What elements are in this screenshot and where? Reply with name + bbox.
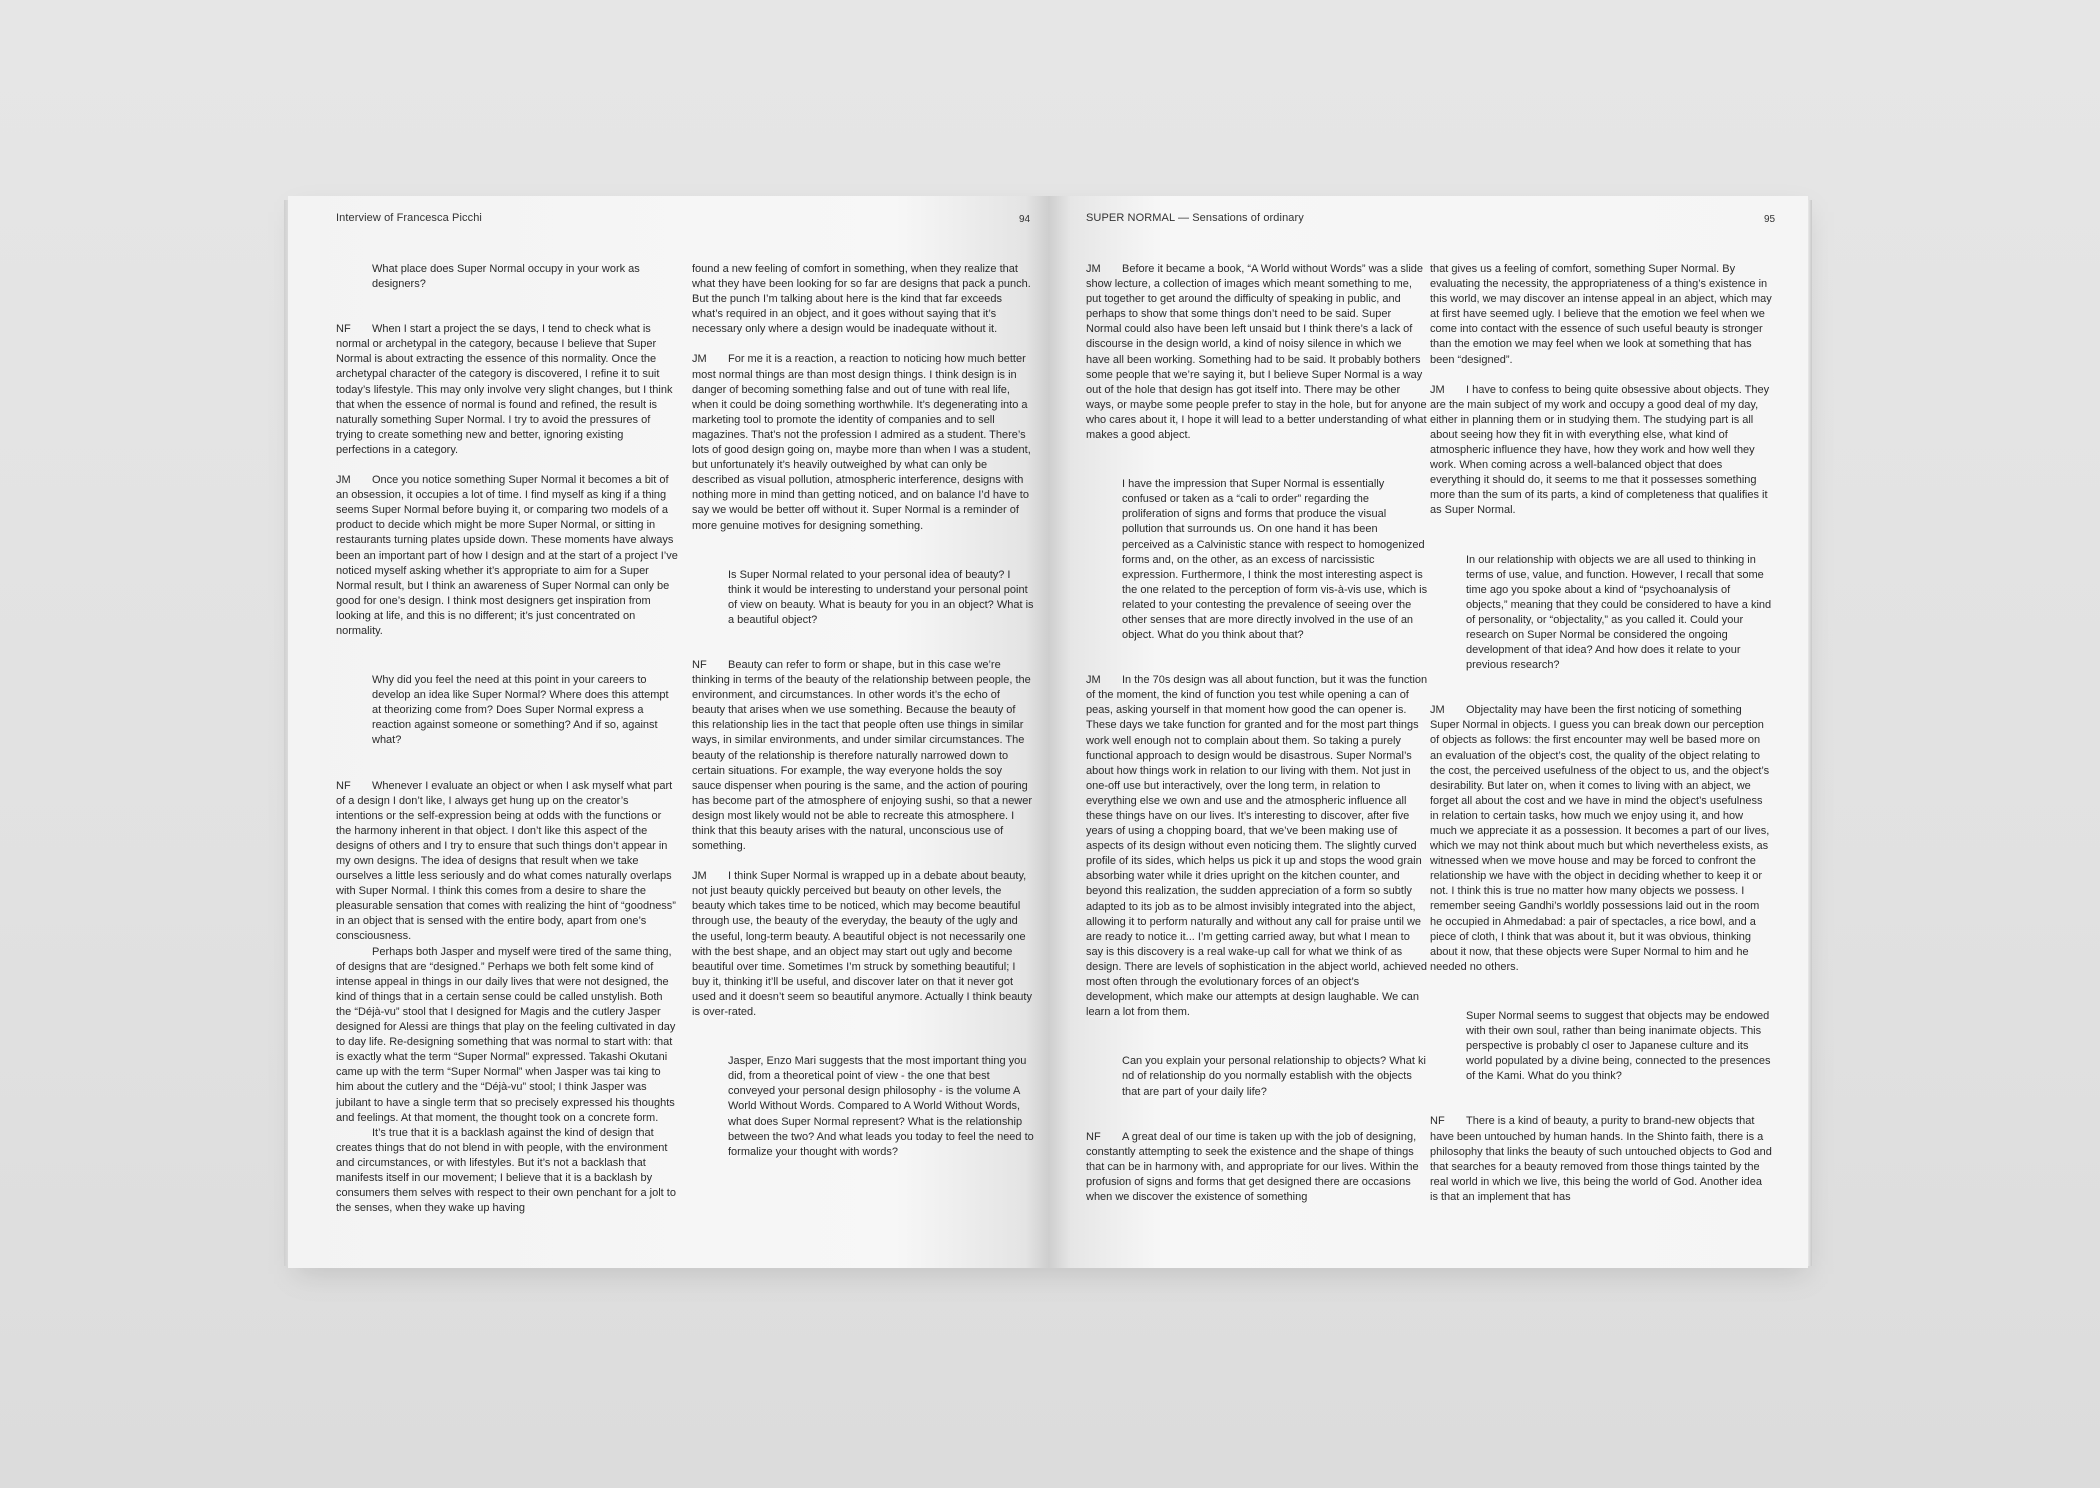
open-magazine	[288, 196, 1808, 1268]
speaker-initials: NF	[692, 658, 707, 671]
interview-answer	[1086, 262, 1428, 443]
continued-paragraph: found a new feeling of comfort in something, when they realize that what they have been looking for so far are designs that pack a punch. But the punch I’m talking about here is the kind that far exceeds what’s required in an object, and it goes without saying that it’s necessary only where a design would be inadequate without it.	[692, 263, 1031, 336]
left-page	[288, 196, 1048, 1268]
interview-answer	[336, 473, 678, 639]
interview-answer	[1430, 703, 1772, 975]
answer-text: Once you notice something Super Normal it becomes a bit of an obsession, it occupies a lot of time. I find myself as king if a thing seems Super Normal before buying it, or comparing two models of a product to decide which might be more Super Normal, or sitting in restaurants turning plates upside down. These moments have always been an important part of how I design and at the start of a project I’ve noticed myself asking whether it’s appropriate to aim for a Super Normal result, but I think an awareness of Super Normal can only be good for one’s design. I think most designers get inspiration from looking at life, and this is no different; it’s just concentrated on normality.	[336, 474, 678, 637]
speaker-initials: NF	[1430, 1115, 1445, 1128]
page-number-left: 94	[1019, 214, 1031, 225]
interview-question: Is Super Normal related to your personal idea of beauty? I think it would be interesting to understand your personal point of view on beauty. What is beauty for you in an object? What is a beautiful object?	[728, 568, 1034, 626]
speaker-initials: JM	[1086, 674, 1101, 687]
interview-question: Jasper, Enzo Mari suggests that the most important thing you did, from a theoretical point of view - the one that best conveyed your personal design philosophy - is the volume A World Without Words. Compared to A World Without Words, what does Super Normal represent? What is the relationship between the two? And what leads you today to feel the need to formalize your thought with words?	[728, 1055, 1034, 1158]
answer-text: Whenever I evaluate an object or when I ask myself what part of a design I don’t like, I always get hung up on the creator’s intentions or the self-expression being at odds with the functions or the harmony inherent in that object. I don’t like this aspect of the designs of others and I try to ensure that such things don’t appear in my own designs. The idea of designs that result when we take ourselves a little less seriously and do what comes naturally overlaps with Super Normal. I think this comes from a desire to share the pleasurable sensation that comes with realizing the hint of “goodness” in an object that is sensed with the entire body, apart from one’s consciousness.	[336, 779, 676, 943]
interview-question: I have the impression that Super Normal is essentially confused or taken as a “cali to order” regarding the proliferation of signs and forms that produce the visual pollution that surrounds us. On one hand it has been perceived as a Calvinistic stance with respect to homogenized forms and, on the other, as an excess of narcissistic expression. Furthermore, I think the most interesting aspect is the one related to the perception of form vis-à-vis use, which is related to your contesting the prevalence of seeing over the other senses that are more directly involved in the use of an object. What do you think about that?	[1122, 478, 1428, 642]
text-column-left-2	[692, 262, 1034, 1190]
answer-continuation: Perhaps both Jasper and myself were tired of the same thing, of designs that are “designed.” Perhaps we both felt some kind of intense appeal in things in our daily lives that were not designed, the kind of things that in a certain sense could be called unstylish. Both the “Déjà-vu” stool that I designed for Magis and the cutlery Jasper designed for Alessi are things that play on the feeling cultivated in day to day life. Re-designing something that was normal to start with: that is exactly what the term “Super Normal” expressed. Takashi Okutani came up with the term “Super Normal” when Jasper was tai king to him about the cutlery and the “Déjà-vu” stool; I think Jasper was jubilant to have a single term that so precisely expressed his thoughts and feelings. At that moment, the thought took on a concrete form.	[336, 945, 676, 1124]
interview-question: In our relationship with objects we are all used to thinking in terms of use, value, and function. However, I recall that some time ago you spoke about a kind of “psychoanalysis of objects,” meaning that they could be considered to have a kind of personality, or “objectality,” as you called it. Could your research on Super Normal be considered the ongoing development of that idea? And how does it relate to your previous research?	[1466, 553, 1772, 672]
speaker-initials: NF	[1086, 1130, 1101, 1143]
interview-answer	[692, 352, 1034, 533]
answer-continuation: It’s true that it is a backlash against the kind of design that creates things that do not blend in with people, with the environment and circumstances, or with lifestyles. But it’s not a backlash that manifests itself in our movement; I believe that it is a backlash by consumers them selves with respect to their own penchant for a jolt to the senses, when they wake up having	[336, 1126, 676, 1215]
interview-answer	[336, 779, 678, 945]
interview-answer	[336, 322, 678, 458]
answer-text: I think Super Normal is wrapped up in a debate about beauty, not just beauty quickly perceived but beauty on other levels, the beauty which takes time to be noticed, which may become beautiful through use, the beauty of the everyday, the beauty of the ugly and the useful, long-term beauty. A beautiful object is not necessarily one with the best shape, and an object may start out ugly and become beautiful over time. Sometimes I’m struck by something beautiful; I buy it, thinking it’ll be useful, and discover later on that it never got used and it doesn’t seem so beautiful anymore. Actually I think beauty is over-rated.	[692, 870, 1032, 1019]
text-column-right-2	[1430, 262, 1772, 1220]
interview-answer	[1430, 1114, 1772, 1205]
continued-paragraph: that gives us a feeling of comfort, something Super Normal. By evaluating the necessity, the appropriateness of a thing’s existence in this world, we may discover an intense appeal in an abject, which may at first have seemed ugly. I believe that the emotion we feel when we come into contact with the essence of such useful beauty is stronger than the emotion we may feel when we look at something that has been “designed”.	[1430, 263, 1772, 366]
interview-question: Can you explain your personal relationship to objects? What ki nd of relationship do you normally establish with the objects that are part of your daily life?	[1122, 1055, 1426, 1098]
answer-text: Beauty can refer to form or shape, but in this case we’re thinking in terms of the beauty of the relationship between people, the environment, and circumstances. In other words it’s the echo of beauty that arises when we use something. Because the beauty of this relationship lies in the tact that people often use things in similar ways, in similar environments, and under similar circumstances. The beauty of the relationship is therefore naturally narrowed down to certain situations. For example, the way everyone holds the soy sauce dispenser when pouring is the same, and the action of pouring has become part of the atmosphere of enjoying sushi, so that a newer design most likely would not be able to recreate this atmosphere. I think that this beauty arises with the natural, unconscious use of something.	[692, 658, 1032, 853]
speaker-initials: JM	[336, 474, 351, 487]
answer-text: There is a kind of beauty, a purity to brand-new objects that have been untouched by human hands. In the Shinto faith, there is a philosophy that links the beauty of such untouched objects to God and that searches for a beauty removed from those things tainted by the real world in which we live, this being the world of God. Another idea is that an implement that has	[1430, 1115, 1772, 1203]
answer-text: Before it became a book, “A World without Words” was a slide show lecture, a collection of images which meant something to me, put together to get around the difficulty of speaking in public, and perhaps to show that some things don’t need to be said. Super Normal could also have been left unsaid but I think there’s a lack of discourse in the design world, a kind of noisy silence in which we have all been working. Something had to be said. It probably bothers some people that we’re saying it, but I believe Super Normal is a way out of the hole that design has got itself into. There may be other ways, or maybe some people prefer to stay in the hole, but for anyone who cares about it, I hope it will lead to a better understanding of what makes a good abject.	[1086, 263, 1427, 442]
speaker-initials: JM	[1430, 383, 1445, 396]
answer-text: For me it is a reaction, a reaction to noticing how much better most normal things are than most design things. I think design is in danger of becoming something false and out of tune with real life, when it could be doing something worthwhile. It’s degenerating into a marketing tool to promote the identity of companies and to sell magazines. That’s not the profession I admired as a student. There’s lots of good design going on, maybe more than when I was a student, but unfortunately it’s heavily outweighed by what can only be described as visual pollution, atmospheric interference, designs with nothing more in mind than getting noticed, and on balance I’d have to say we would be better off without it. Super Normal is a reminder of more genuine motives for designing something.	[692, 353, 1031, 532]
page-number-right: 95	[1764, 214, 1776, 225]
interview-question: What place does Super Normal occupy in your work as designers?	[372, 263, 640, 291]
speaker-initials: JM	[1430, 704, 1445, 717]
answer-text: When I start a project the se days, I tend to check what is normal or archetypal in the category, because I believe that Super Normal is about extracting the essence of this normality. Once the archetypal character of the category is discovered, I refine it to suit today’s lifestyle. This may only involve very slight changes, but I think that when the essence of normal is found and refined, the result is naturally something Super Normal. I try to avoid the pressures of trying to create something new and better, ignoring existing perfections in a category.	[336, 323, 673, 456]
running-header-left: Interview of Francesca Picchi	[336, 212, 482, 224]
speaker-initials: JM	[692, 870, 707, 883]
right-page	[1048, 196, 1808, 1268]
text-column-right-1	[1086, 262, 1428, 1220]
interview-answer	[1086, 673, 1428, 1020]
interview-answer	[692, 869, 1034, 1020]
speaker-initials: NF	[336, 779, 351, 792]
answer-text: I have to confess to being quite obsessive about objects. They are the main subject of my work and occupy a good deal of my day, either in planning them or in studying them. The studying part is all about seeing how they fit in with everything else, what kind of atmospheric influence they have, how they work and how well they work. When coming across a well-balanced object that does everything it should do, it seems to me that it possesses something more than the sum of its parts, a kind of completeness that qualifies it as Super Normal.	[1430, 383, 1770, 517]
speaker-initials: JM	[1086, 263, 1101, 275]
interview-question: Super Normal seems to suggest that objects may be endowed with their own soul, rather than being inanimate objects. This perspective is probably cl oser to Japanese culture and its world populated by a divine being, connected to the presences of the Kami. What do you think?	[1466, 1009, 1771, 1083]
answer-text: In the 70s design was all about function, but it was the function of the moment, the kind of function you test while opening a can of peas, asking yourself in that moment how good the can opener is. These days we take function for granted and for the most part things work well enough not to complain about them. So taking a purely functional approach to design would be disastrous. Super Normal’s about how things work in relation to our living with them. Not just in one-off use but interactively, over the long term, in relation to everything else we own and use and the atmospheric influence all these things have on our lives. It’s interesting to discover, after five years of using a chopping board, that we’ve been making use of aspects of its design without even noticing them. The slightly curved profile of its sides, which helps us pick it up and stops the wood grain absorbing water while it dries upright on the kitchen counter, and beyond this realization, the sudden appreciation of a form so subtly adapted to its job as to be almost invisibly integrated into the abject, allowing it to perform naturally and without any call for praise until we are ready to notice it... I’m getting carried away, but what I mean to say is this discovery is a real wake-up call for what we think of as design. There are levels of sophistication in the abject world, achieved most often through the evolutionary forces of an object’s development, which make our attempts at design laughable. We can learn a lot from them.	[1086, 674, 1428, 1019]
running-header-right: SUPER NORMAL — Sensations of ordinary	[1086, 212, 1304, 224]
speaker-initials: JM	[692, 353, 707, 366]
interview-answer	[1430, 383, 1772, 519]
interview-question: Why did you feel the need at this point in your careers to develop an idea like Super Normal? Where does this attempt at theorizing come from? Does Super Normal express a reaction against someone or something? And if so, against what?	[372, 674, 669, 747]
text-column-left-1	[336, 262, 678, 1231]
answer-text: A great deal of our time is taken up with the job of designing, constantly attempting to seek the existence and the shape of things that can be in harmony with, and appropriate for our lives. Within the profusion of signs and forms that get designed there are occasions when we discover the existence of something	[1086, 1130, 1419, 1203]
interview-answer	[692, 658, 1034, 854]
answer-text: Objectality may have been the first noticing of something Super Normal in objects. I guess you can break down our perception of objects as follows: the first encounter may well be based more on an evaluation of the object’s cost, the quality of the object relating to the cost, the perceived usefulness of the object to us, and the object’s desirability. But later on, when it comes to living with an abject, we forget all about the cost and we have in mind the object’s usefulness in relation to certain tasks, how much we enjoy using it, and how much we appreciate it as a possession. It becomes a part of our lives, which we may not think about much but which nevertheless exists, as witnessed when we move house and may be forced to confront the relationship we have with the object in deciding whether to keep it or not. I think this is true no matter how many objects we possess. I remember seeing Gandhi’s worldly possessions laid out in the room he occupied in Ahmedabad: a pair of spectacles, a rice bowl, and a piece of cloth, I think that was about it, but it was obvious, thinking about it now, that these objects were Super Normal to him and he needed no others.	[1430, 704, 1770, 973]
speaker-initials: NF	[336, 323, 351, 336]
interview-answer	[1086, 1130, 1428, 1205]
